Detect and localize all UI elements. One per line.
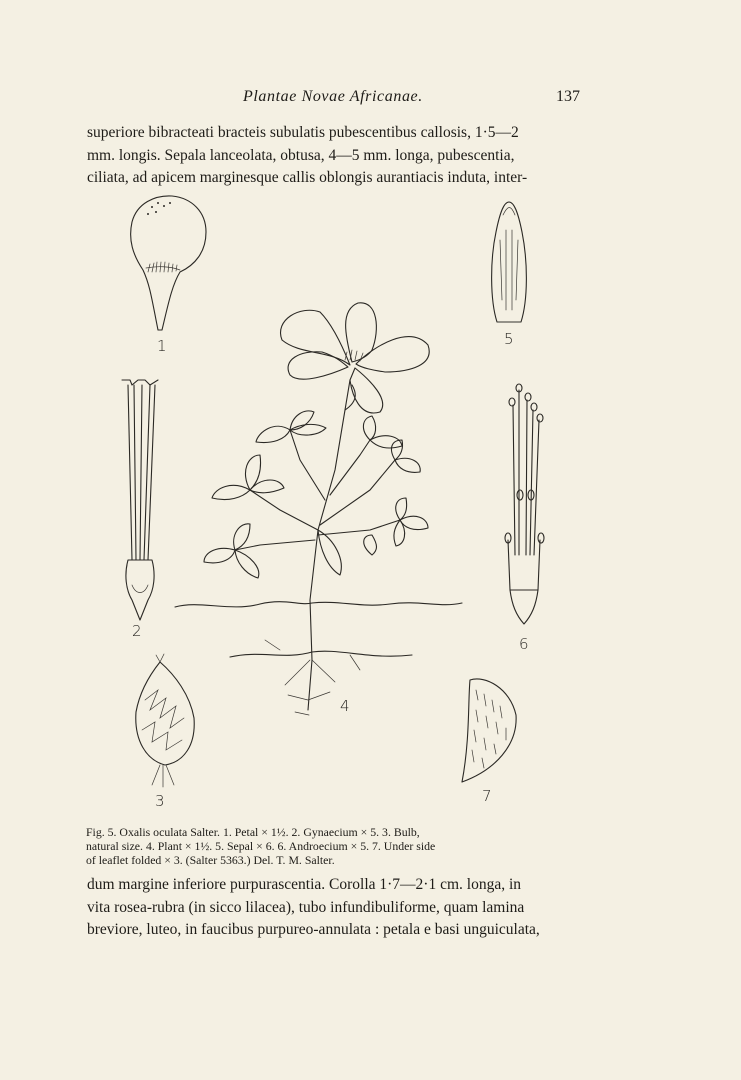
caption-line: Fig. 5. Oxalis oculata Salter. 1. Petal × 1½. 2. Gynaecium × 5. 3. Bulb, [86,825,420,839]
figure-label-2: 2 [132,622,142,640]
figure-label-3: 3 [155,792,165,810]
text-line: ciliata, ad apicem marginesque callis oblongis aurantiacis induta, inter- [87,169,528,186]
sepal-drawing [492,202,527,322]
text-line: mm. longis. Sepala lanceolata, obtusa, 4—5 mm. longa, pubescentia, [87,146,515,164]
figure-caption [86,825,586,867]
text-line: vita rosea-rubra (in sicco lilacea), tubo infundibuliforme, quam lamina [87,898,525,916]
figure-label-6: 6 [519,635,529,653]
figure-label-7: 7 [482,787,492,805]
gynaecium-drawing [122,380,158,620]
figure-label-1: 1 [157,337,167,355]
text-line: dum margine inferiore purpurascentia. Corolla 1·7—2·1 cm. longa, in [87,876,522,893]
bulb-drawing [136,654,194,787]
plant-drawing [175,303,462,715]
leaflet-drawing [462,679,516,782]
page-number: 137 [556,88,580,105]
bottom-paragraph [87,874,586,942]
caption-line: of leaflet folded × 3. (Salter 5363.) Del. T. M. Salter. [86,853,335,867]
figure-label-4: 4 [340,697,350,715]
figure-label-5: 5 [504,330,514,348]
androecium-drawing [505,384,544,624]
petal-drawing [131,196,206,330]
running-head-title: Plantae Novae Africanae. [243,88,423,105]
text-line: breviore, luteo, in faucibus purpureo-annulata : petala e basi unguiculata, [87,921,540,938]
text-line: superiore bibracteati bracteis subulatis pubescentibus callosis, 1·5—2 [87,124,519,141]
caption-line: natural size. 4. Plant × 1½. 5. Sepal × 6. 6. Androecium × 5. 7. Under side [86,839,436,853]
